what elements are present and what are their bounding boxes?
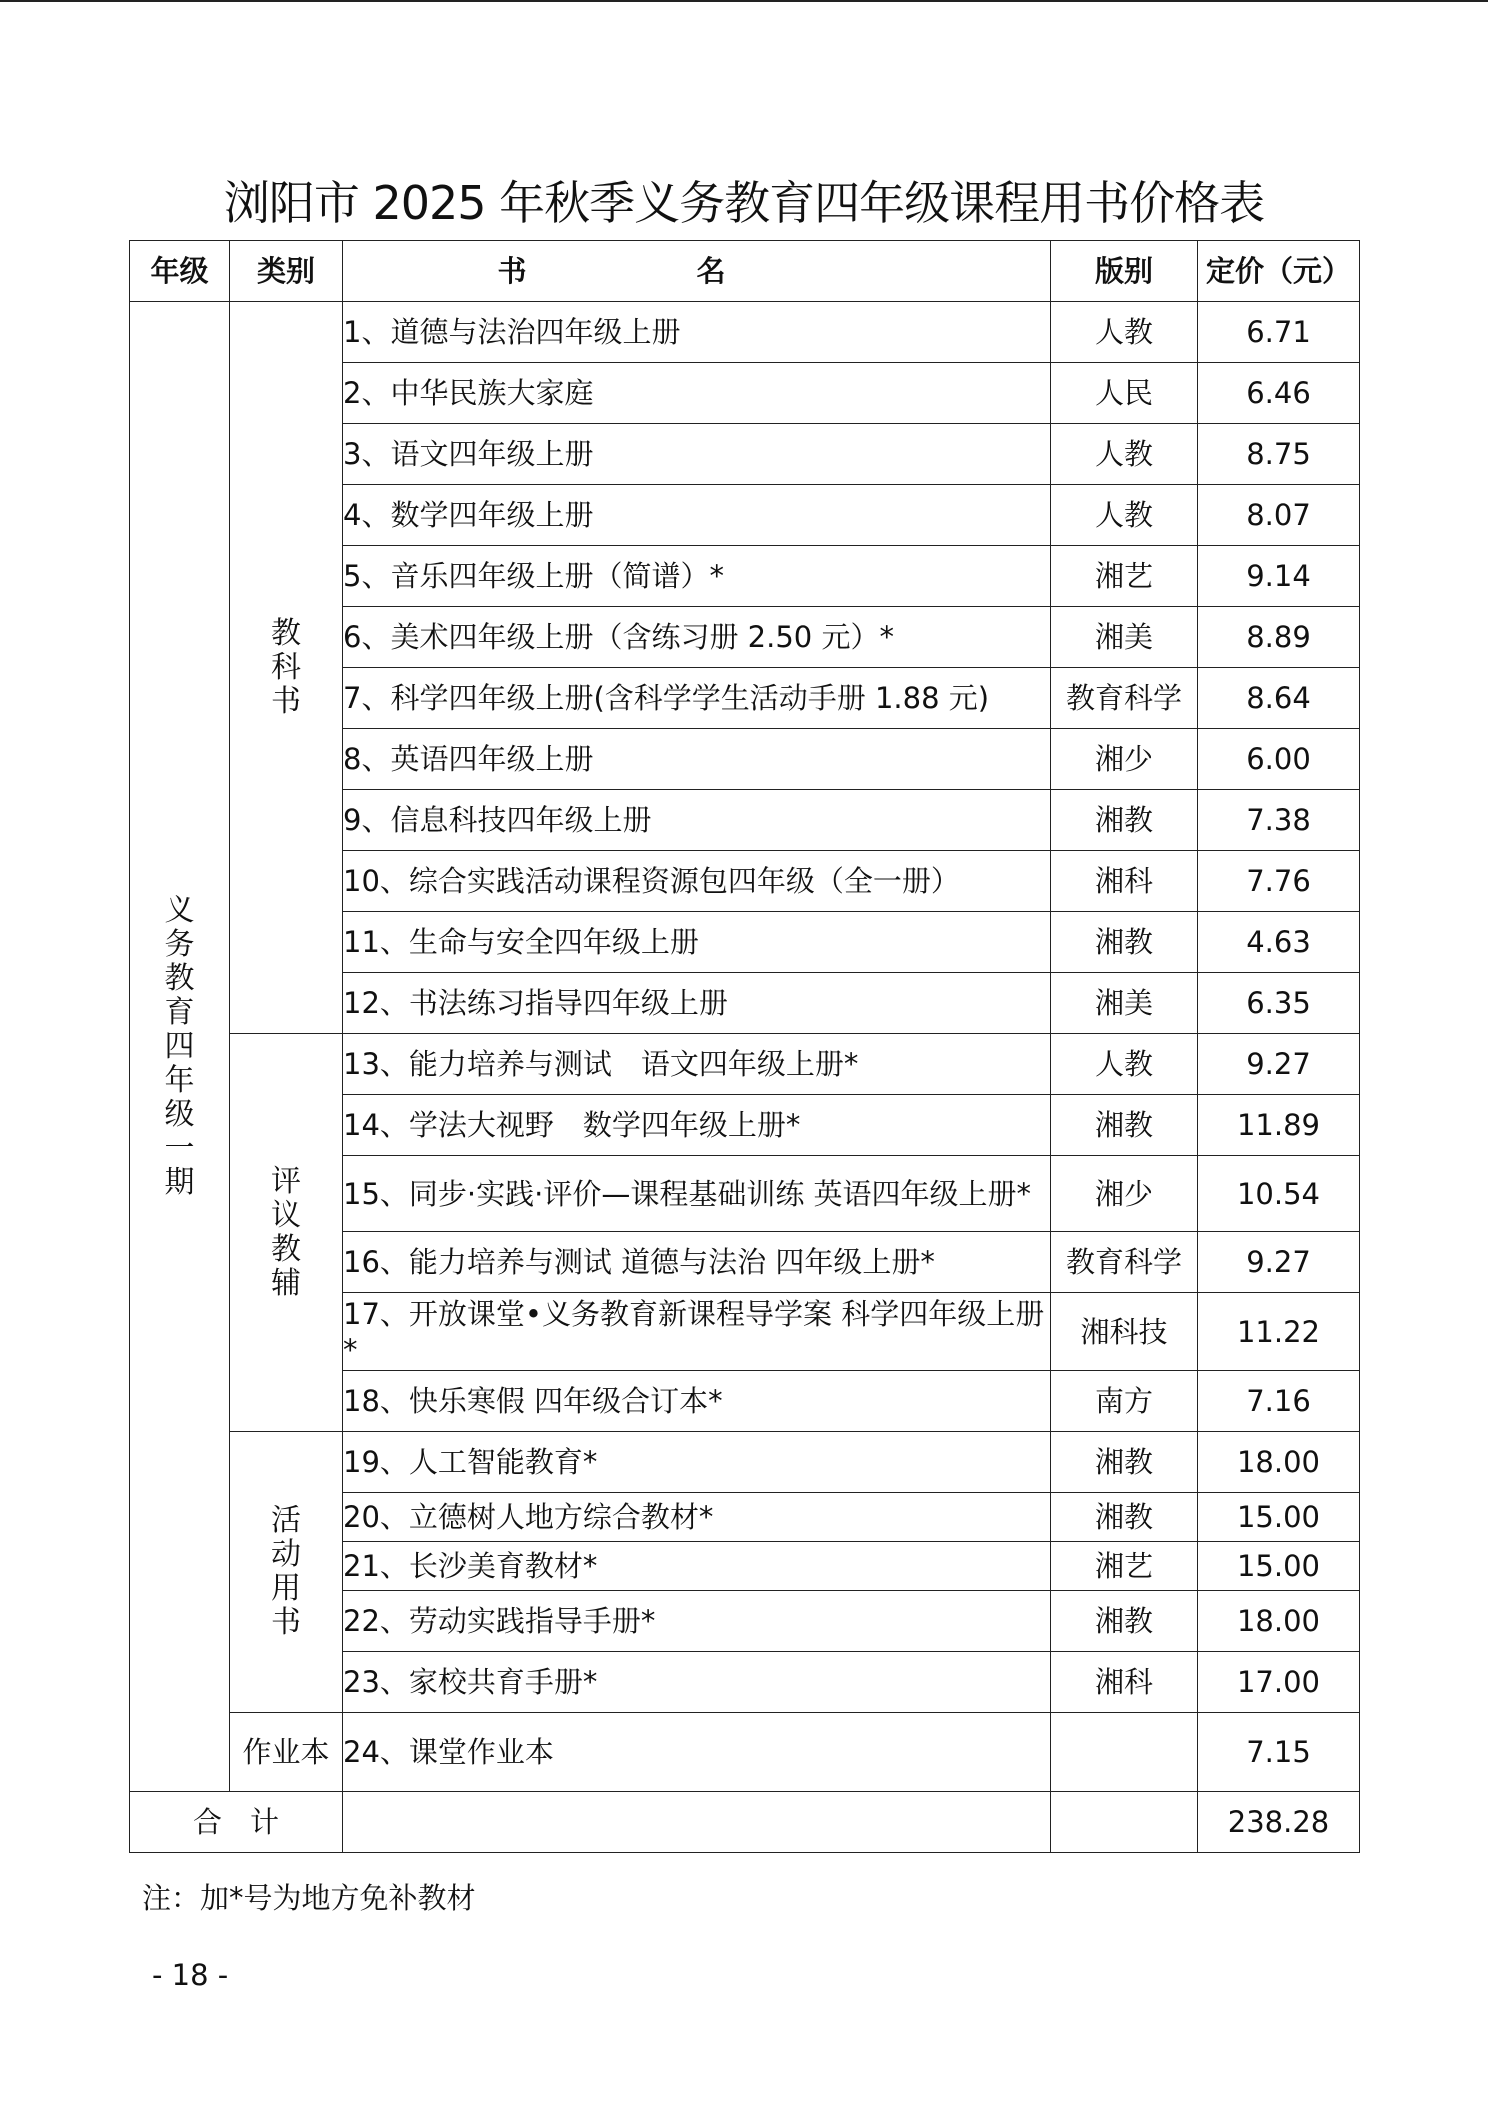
page-number: - 18 - (152, 1958, 229, 1992)
total-label-cell (130, 1792, 343, 1853)
category-homework: 作业本 (230, 1713, 343, 1792)
edition: 湘美 (1051, 607, 1198, 668)
total-label: 合计 (192, 1805, 307, 1839)
price: 11.22 (1198, 1293, 1360, 1371)
price-table (129, 240, 1360, 1853)
price: 7.76 (1198, 851, 1360, 912)
price: 6.00 (1198, 729, 1360, 790)
grade-cell (130, 302, 230, 1792)
book-name: 1、道德与法治四年级上册 (343, 302, 1051, 363)
book-name: 2、中华民族大家庭 (343, 363, 1051, 424)
header-price: 定价（元） (1198, 241, 1360, 302)
table-row (130, 1432, 1360, 1493)
edition: 教育科学 (1051, 668, 1198, 729)
edition: 教育科学 (1051, 1232, 1198, 1293)
price: 6.46 (1198, 363, 1360, 424)
header-grade: 年级 (130, 241, 230, 302)
price: 7.16 (1198, 1371, 1360, 1432)
book-name: 23、家校共育手册* (343, 1652, 1051, 1713)
price: 9.27 (1198, 1034, 1360, 1095)
price: 15.00 (1198, 1493, 1360, 1542)
price: 18.00 (1198, 1591, 1360, 1652)
header-row (130, 241, 1360, 302)
edition: 湘艺 (1051, 546, 1198, 607)
edition: 湘教 (1051, 790, 1198, 851)
footnote: 注：加*号为地方免补教材 (142, 1881, 476, 1915)
book-name: 7、科学四年级上册(含科学学生活动手册 1.88 元) (343, 668, 1051, 729)
price: 17.00 (1198, 1652, 1360, 1713)
table-row (130, 1034, 1360, 1095)
edition: 湘美 (1051, 973, 1198, 1034)
book-name: 10、综合实践活动课程资源包四年级（全一册） (343, 851, 1051, 912)
price: 8.07 (1198, 485, 1360, 546)
book-name: 8、英语四年级上册 (343, 729, 1051, 790)
edition: 湘教 (1051, 1095, 1198, 1156)
price: 7.38 (1198, 790, 1360, 851)
top-border-line (0, 0, 1488, 2)
edition: 湘科技 (1051, 1293, 1198, 1371)
price: 6.35 (1198, 973, 1360, 1034)
book-name: 4、数学四年级上册 (343, 485, 1051, 546)
book-name: 22、劳动实践指导手册* (343, 1591, 1051, 1652)
price: 8.89 (1198, 607, 1360, 668)
total-book-empty (343, 1792, 1051, 1853)
price: 18.00 (1198, 1432, 1360, 1493)
price: 6.71 (1198, 302, 1360, 363)
book-name: 6、美术四年级上册（含练习册 2.50 元）* (343, 607, 1051, 668)
edition: 人民 (1051, 363, 1198, 424)
page-title: 浏阳市 2025 年秋季义务教育四年级课程用书价格表 (223, 176, 1265, 230)
total-row (130, 1792, 1360, 1853)
book-name: 9、信息科技四年级上册 (343, 790, 1051, 851)
book-name: 13、能力培养与测试 语文四年级上册* (343, 1034, 1051, 1095)
edition: 湘教 (1051, 1432, 1198, 1493)
book-name: 14、学法大视野 数学四年级上册* (343, 1095, 1051, 1156)
price: 11.89 (1198, 1095, 1360, 1156)
edition: 湘教 (1051, 1591, 1198, 1652)
edition: 湘科 (1051, 1652, 1198, 1713)
price: 10.54 (1198, 1156, 1360, 1232)
edition: 人教 (1051, 302, 1198, 363)
book-name: 3、语文四年级上册 (343, 424, 1051, 485)
edition: 湘教 (1051, 1493, 1198, 1542)
edition: 人教 (1051, 424, 1198, 485)
book-name: 16、能力培养与测试 道德与法治 四年级上册* (343, 1232, 1051, 1293)
edition: 湘教 (1051, 912, 1198, 973)
header-book: 书名 (343, 241, 1051, 302)
book-name: 12、书法练习指导四年级上册 (343, 973, 1051, 1034)
grade-label: 义务教育四年级一期 (164, 892, 195, 1200)
price: 8.75 (1198, 424, 1360, 485)
book-name: 11、生命与安全四年级上册 (343, 912, 1051, 973)
table-row (130, 302, 1360, 363)
price: 9.14 (1198, 546, 1360, 607)
price: 8.64 (1198, 668, 1360, 729)
book-name: 19、人工智能教育* (343, 1432, 1051, 1493)
edition: 人教 (1051, 1034, 1198, 1095)
edition (1051, 1713, 1198, 1792)
book-name: 18、快乐寒假 四年级合订本* (343, 1371, 1051, 1432)
category-review: 评议教辅 (230, 1034, 343, 1432)
edition: 湘少 (1051, 1156, 1198, 1232)
book-name: 17、开放课堂•义务教育新课程导学案 科学四年级上册* (343, 1293, 1051, 1371)
edition: 人教 (1051, 485, 1198, 546)
book-name: 21、长沙美育教材* (343, 1542, 1051, 1591)
header-edition: 版别 (1051, 241, 1198, 302)
total-edition-empty (1051, 1792, 1198, 1853)
price: 9.27 (1198, 1232, 1360, 1293)
edition: 南方 (1051, 1371, 1198, 1432)
book-name: 15、同步·实践·评价—课程基础训练 英语四年级上册* (343, 1156, 1051, 1232)
book-name: 20、立德树人地方综合教材* (343, 1493, 1051, 1542)
category-activity: 活动用书 (230, 1432, 343, 1713)
category-textbook: 教科书 (230, 302, 343, 1034)
total-price: 238.28 (1198, 1792, 1360, 1853)
table-row (130, 1713, 1360, 1792)
price: 15.00 (1198, 1542, 1360, 1591)
price: 4.63 (1198, 912, 1360, 973)
book-name: 5、音乐四年级上册（简谱）* (343, 546, 1051, 607)
edition: 湘科 (1051, 851, 1198, 912)
header-category: 类别 (230, 241, 343, 302)
edition: 湘少 (1051, 729, 1198, 790)
edition: 湘艺 (1051, 1542, 1198, 1591)
book-name: 24、课堂作业本 (343, 1713, 1051, 1792)
price: 7.15 (1198, 1713, 1360, 1792)
